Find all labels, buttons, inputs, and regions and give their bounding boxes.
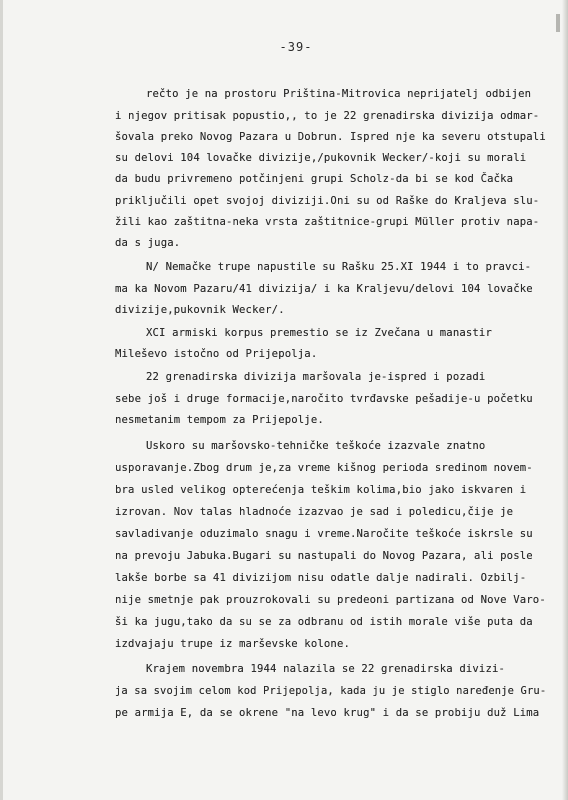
text-line: izrovan. Nov talas hladnoće izazvao je sad i poledicu,čije je: [115, 506, 514, 518]
text-line: savladivanje oduzimalo snagu i vreme.Naročite teškoće iskrsle su: [115, 528, 533, 540]
text-line: nesmetanim tempom za Prijepolje.: [115, 414, 324, 426]
page-number: -39-: [279, 40, 313, 54]
text-line: izdvajaju trupe iz marševske kolone.: [115, 638, 351, 650]
text-line: nije smetnje pak prouzrokovali su predeoni partizana od Nove Varo-: [115, 594, 546, 606]
text-line: priključili opet svojoj diviziji.Oni su od Raške do Kraljeva slu-: [115, 195, 540, 207]
text-line: pe armija E, da se okrene "na levo krug" i da se probiju duž Lima: [115, 707, 540, 719]
text-line: da budu privremeno potčinjeni grupi Scholz-da bi se kod Čačka: [115, 173, 514, 185]
text-line: usporavanje.Zbog drum je,za vreme kišnog perioda sredinom novem-: [115, 462, 533, 474]
text-line: Mileševo istočno od Prijepolja.: [115, 348, 318, 360]
text-line: lakše borbe sa 41 divizijom nisu odatle dalje nadirali. Ozbilj-: [115, 572, 527, 584]
text-line: ši ka jugu,tako da su se za odbranu od istih morale više puta da: [115, 616, 533, 628]
text-line: divizije,pukovnik Wecker/.: [115, 304, 285, 316]
scan-corner-mark: [556, 14, 560, 32]
text-line: da s juga.: [115, 237, 181, 249]
text-line: bra usled velikog opterećenja teškim kolima,bio jako iskvaren i: [115, 484, 527, 496]
text-line: ja sa svojim celom kod Prijepolja, kada ju je stiglo naređenje Gru-: [115, 685, 547, 697]
text-line: Uskoro su maršovsko-tehničke teškoće izazvale znatno: [146, 440, 486, 452]
text-line: su delovi 104 lovačke divizije,/pukovnik Wecker/-koji su morali: [115, 152, 527, 164]
text-line: sebe još i druge formacije,naročito tvrđavske pešadije-u početku: [115, 393, 533, 405]
text-line: na prevoju Jabuka.Bugari su nastupali do Novog Pazara, ali posle: [115, 550, 533, 562]
text-line: žili kao zaštitna-neka vrsta zaštitnice-grupi Müller protiv napa-: [115, 216, 540, 228]
text-line: 22 grenadirska divizija maršovala je-ispred i pozadi: [146, 371, 486, 383]
text-line: šovala preko Novog Pazara u Dobrun. Ispred nje ka severu otstupali: [115, 131, 546, 143]
text-line: N/ Nemačke trupe napustile su Rašku 25.XI 1944 i to pravci-: [146, 261, 532, 273]
page-right-shadow: [562, 0, 568, 800]
text-line: i njegov pritisak popustio,, to je 22 grenadirska divizija odmar-: [115, 110, 540, 122]
text-line: XCI armiski korpus premestio se iz Zvečana u manastir: [146, 327, 492, 339]
text-line: rečto je na prostoru Priština-Mitrovica neprijatelj odbijen: [146, 88, 532, 100]
text-line: Krajem novembra 1944 nalazila se 22 grenadirska divizi-: [146, 663, 506, 675]
page-left-edge: [0, 0, 3, 800]
text-line: ma ka Novom Pazaru/41 divizija/ i ka Kraljevu/delovi 104 lovačke: [115, 283, 533, 295]
